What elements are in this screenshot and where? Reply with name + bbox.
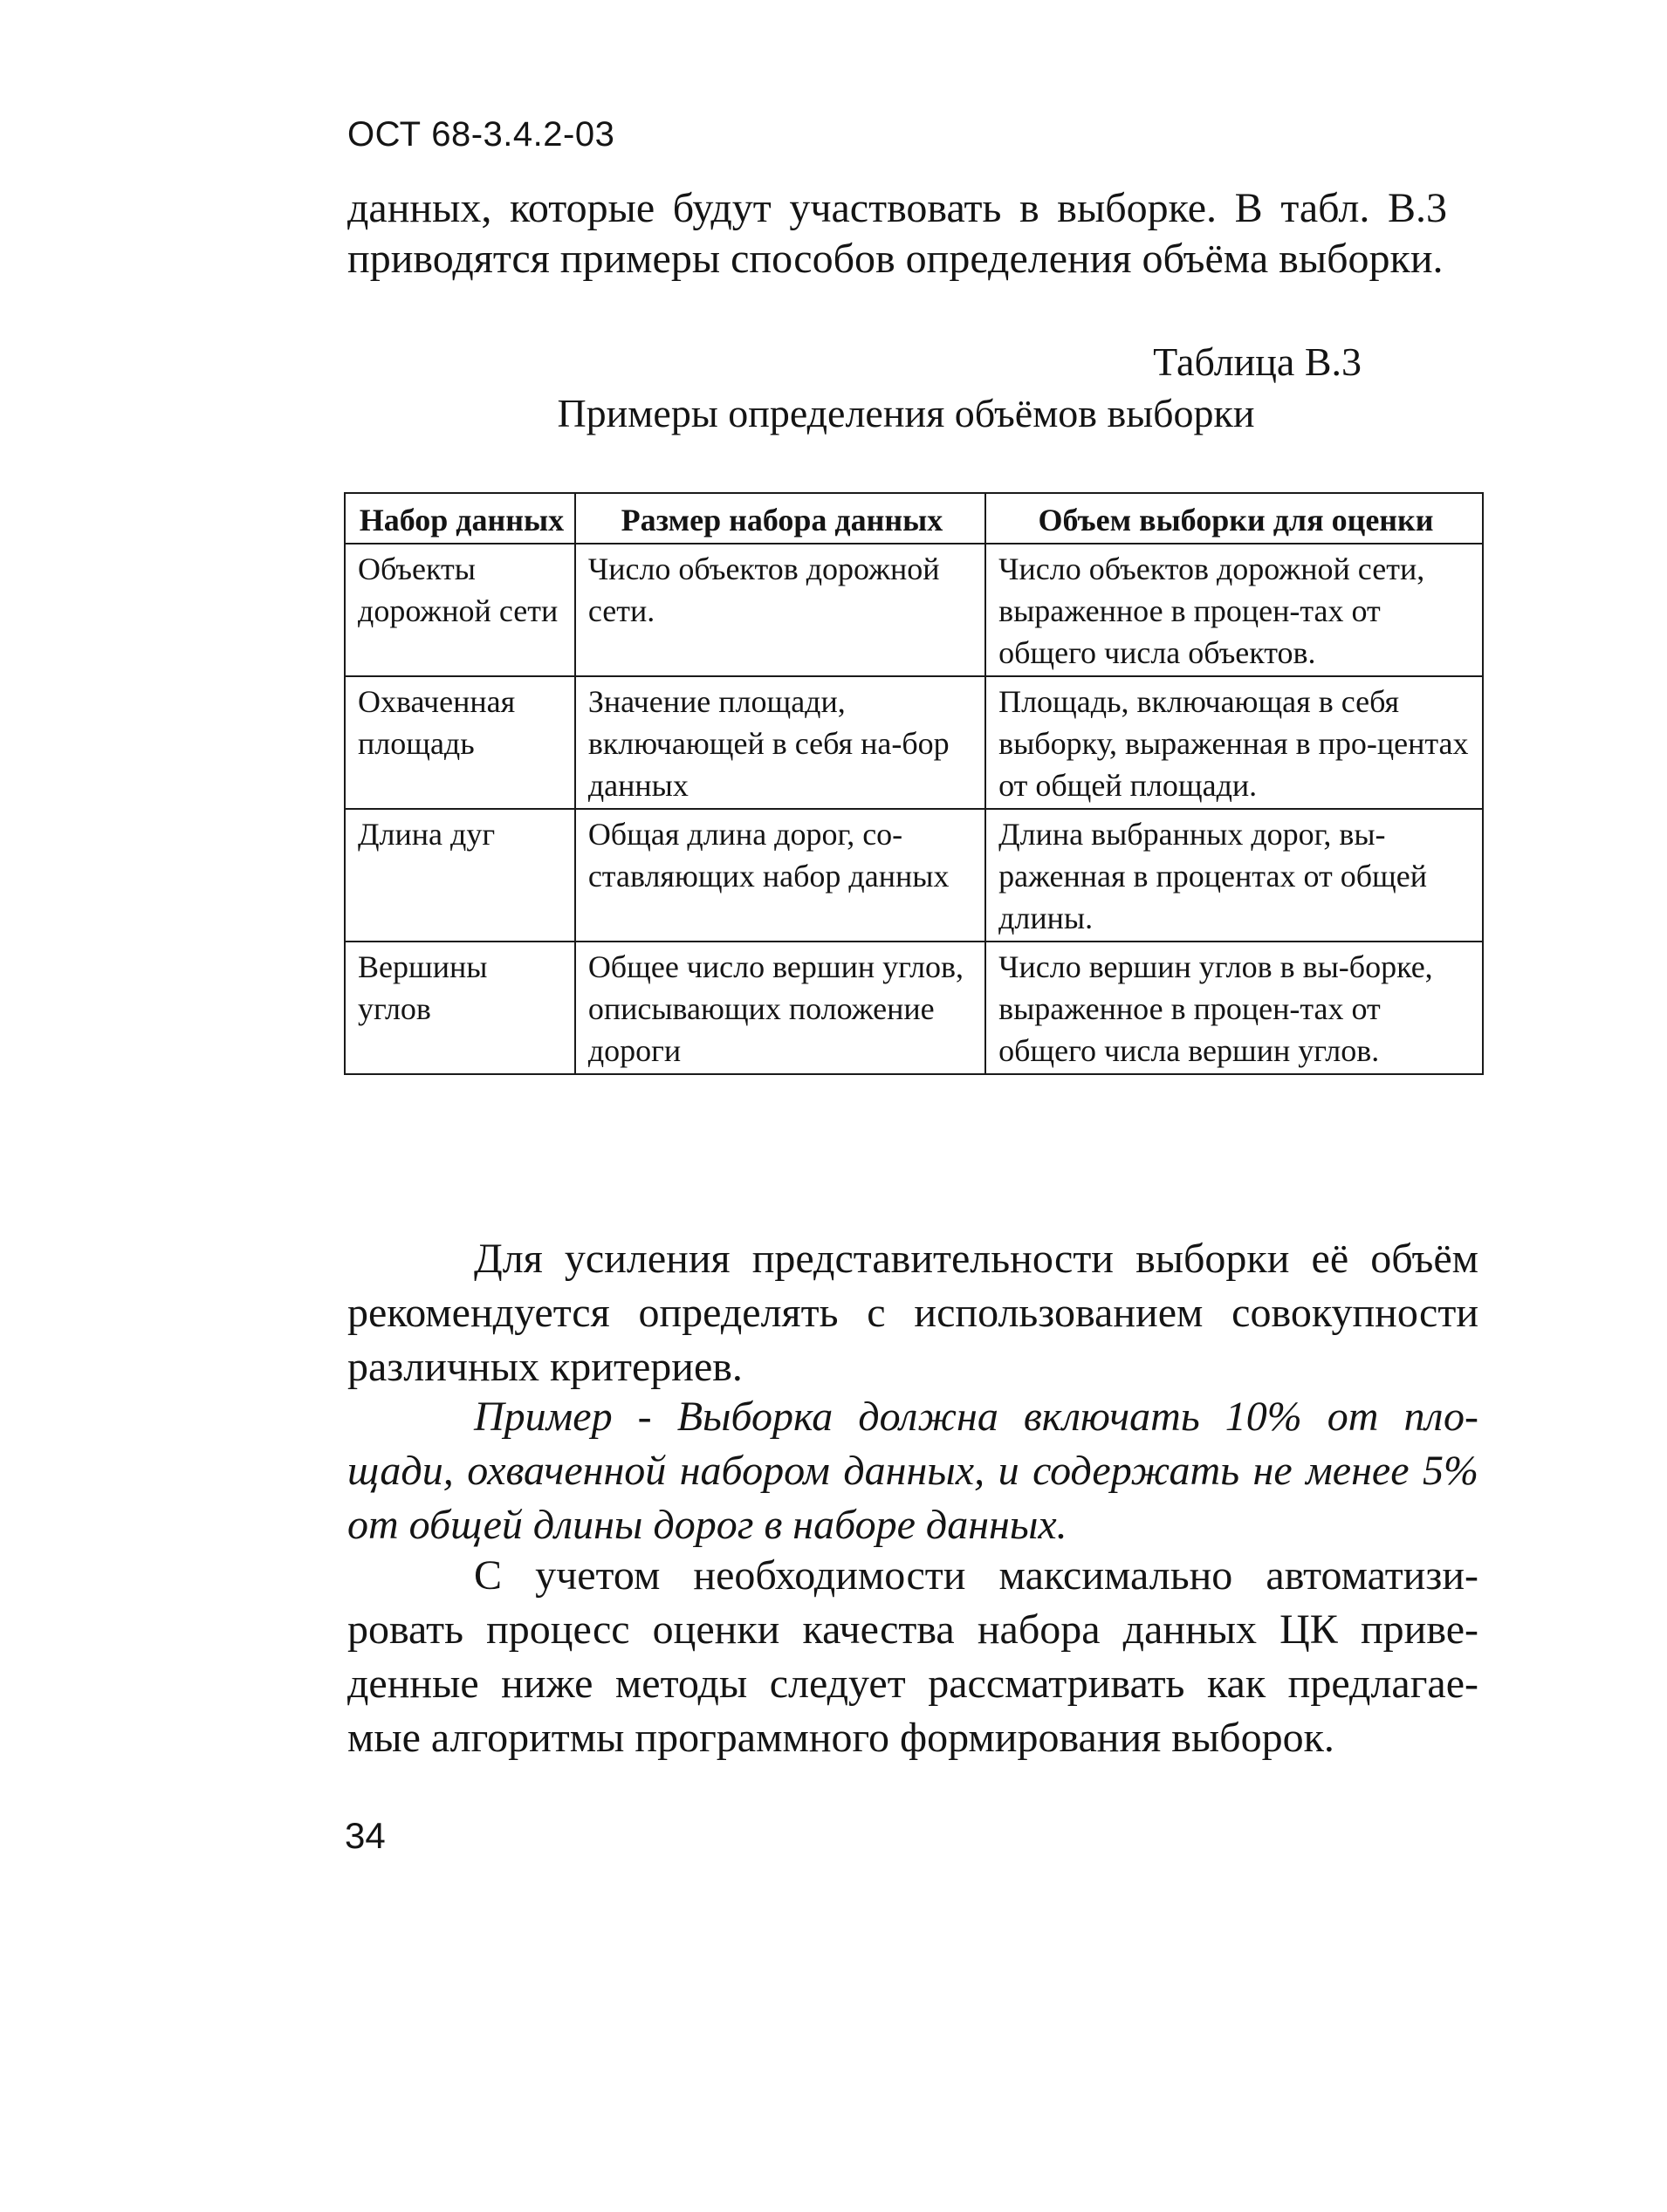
header-dataset: Набор данных	[345, 493, 575, 544]
table-cell: Общее число вершин углов, описывающих положение дороги	[575, 942, 985, 1074]
paragraph-example: Пример - Выборка должна включать 10% от пло-щади, охваченной набором данных, и содержать не менее 5% от общей длины дорог в наборе данных.	[347, 1394, 1478, 1548]
table-cell: Длина дуг	[345, 809, 575, 942]
table-cell: Число объектов дорожной сети, выраженное в процен-тах от общего числа объектов.	[985, 544, 1483, 676]
paragraph-representativeness: Для усиления представительности выборки её объём рекомендуется определять с использованием совокупности различных критериев.	[347, 1236, 1478, 1390]
table-row	[345, 676, 1483, 809]
header-dataset-size: Размер набора данных	[575, 493, 985, 544]
table-cell: Число вершин углов в вы-борке, выраженное в процен-тах от общего числа вершин углов.	[985, 942, 1483, 1074]
table-number: Таблица В.3	[1153, 339, 1362, 384]
table-cell: Значение площади, включающей в себя на-бор данных	[575, 676, 985, 809]
table-header-row	[345, 493, 1483, 544]
table-row	[345, 942, 1483, 1074]
page-number: 34	[345, 1815, 386, 1856]
lead-paragraph: данных, которые будут участвовать в выборке. В табл. В.3 приводятся примеры способов определения объёма выборки.	[347, 185, 1447, 282]
table-cell: Охваченная площадь	[345, 676, 575, 809]
table-cell: Число объектов дорожной сети.	[575, 544, 985, 676]
table-row	[345, 544, 1483, 676]
table-cell: Объекты дорожной сети	[345, 544, 575, 676]
table-title: Примеры определения объёмов выборки	[557, 391, 1255, 435]
header-sample-size: Объем выборки для оценки	[985, 493, 1483, 544]
table-cell: Площадь, включающая в себя выборку, выраженная в про-центах от общей площади.	[985, 676, 1483, 809]
document-code: ОСТ 68-3.4.2-03	[347, 115, 615, 154]
table-cell: Общая длина дорог, со-ставляющих набор данных	[575, 809, 985, 942]
sample-size-table	[344, 492, 1484, 1075]
table-row	[345, 809, 1483, 942]
table-cell: Вершины углов	[345, 942, 575, 1074]
paragraph-automation: С учетом необходимости максимально автоматизи-ровать процесс оценки качества набора данных ЦК приве-денные ниже методы следует рассматривать как предлагае-мые алгоритмы программного формирования выборок.	[347, 1552, 1478, 1761]
table-cell: Длина выбранных дорог, вы-раженная в процентах от общей длины.	[985, 809, 1483, 942]
